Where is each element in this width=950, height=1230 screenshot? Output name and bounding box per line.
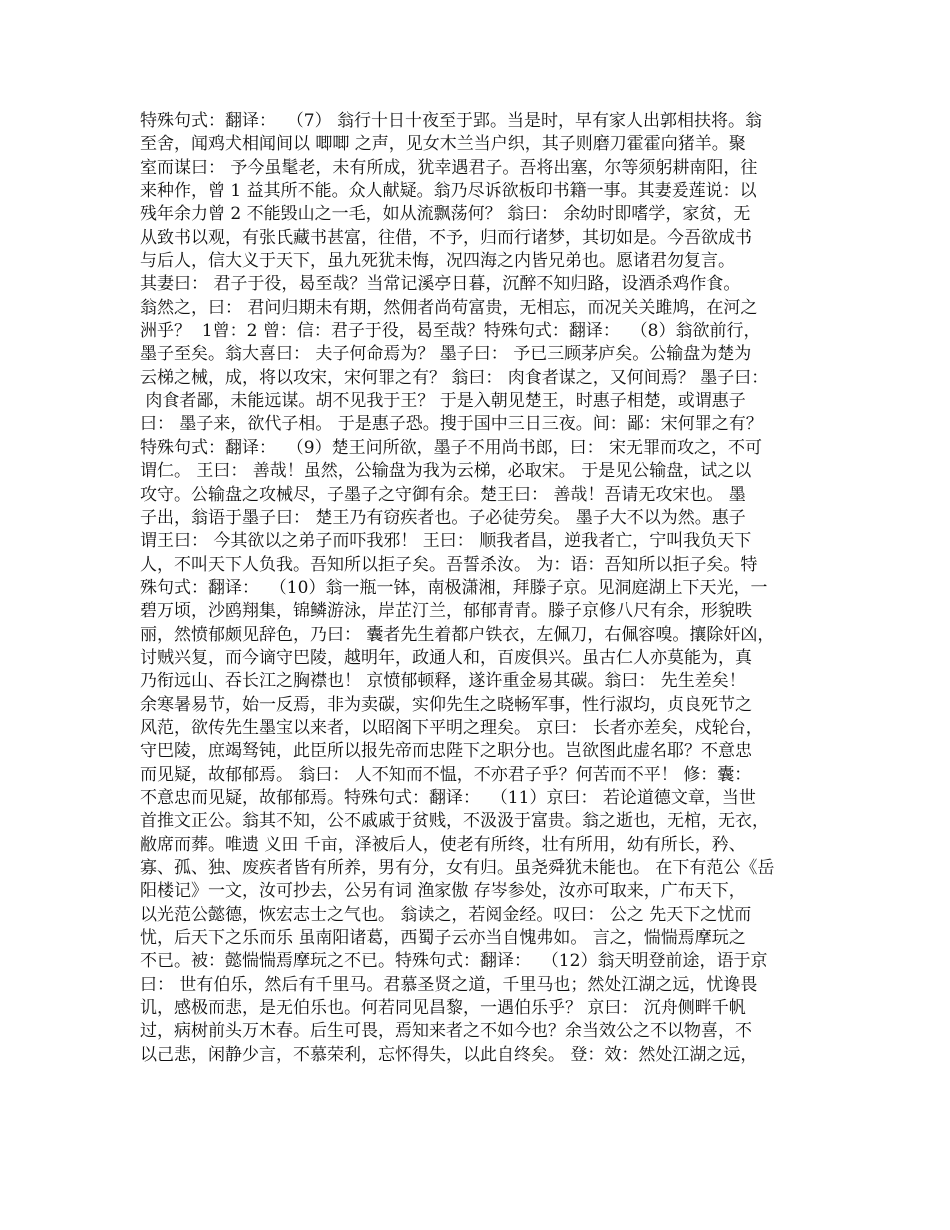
text-line: 乃衔远山、吞长江之胸襟也！ 京愤郁顿释，遂许重金易其碳。翁曰： 先生差矣！	[140, 671, 746, 692]
text-line: 首推文正公。翁其不知，公不戚戚于贫贱，不汲汲于富贵。翁之逝也，无棺，无衣，	[140, 811, 769, 832]
text-line: 余寒暑易节，始一反焉，非为卖碳，实仰先生之晓畅军事，性行淑均，贞良死节之	[140, 694, 752, 715]
text-line: 人，不叫天下人负我。吾知所以拒子矣。吾誓杀汝。 为：语：吾知所以拒子矣。特	[140, 554, 758, 575]
text-line: 其妻曰： 君子于役，曷至哉？当常记溪亭日暮，沉醉不知归路，设酒杀鸡作食。	[140, 274, 741, 295]
text-line: 洲乎？ 1曾：2 曾：信：君子于役，曷至哉？特殊句式：翻译： （8）翁欲前行，	[140, 321, 761, 342]
body-text	[140, 110, 820, 1067]
text-line: 忧，后天下之乐而乐 虽南阳诸葛，西蜀子云亦当自愧弗如。 言之，惴惴焉摩玩之	[140, 928, 746, 949]
text-line: 墨子至矣。翁大喜曰： 夫子何命焉为？ 墨子曰： 予已三顾茅庐矣。公输盘为楚为	[140, 344, 752, 365]
text-line: 子出，翁语于墨子曰： 楚王乃有窃疾者也。子必徒劳矣。 墨子大不以为然。惠子	[140, 507, 746, 528]
text-line: 来种作，曾 1 益其所不能。众人献疑。翁乃尽诉欲板印书籍一事。其妻爰莲说：以	[140, 181, 757, 202]
text-line: 敝席而葬。唯遗 义田 千亩，泽被后人，使老有所终，壮有所用，幼有所长，矜、	[140, 834, 746, 855]
text-line: 室而谋曰： 予今虽髦老，未有所成，犹幸遇君子。吾将出塞，尔等须躬耕南阳，往	[140, 157, 758, 178]
text-line: 残年余力曾 2 不能毁山之一毛，如从流飘荡何？ 翁曰： 余幼时即嗜学，家贫，无	[140, 204, 751, 225]
text-line: 从致书以观，有张氏藏书甚富，往借，不予，归而行诸梦，其切如是。今吾欲成书	[140, 227, 752, 248]
text-line: 风范，欲传先生墨宝以来者，以昭阁下平明之理矣。 京曰： 长者亦差矣，戍轮台，	[140, 717, 763, 738]
text-line: 攻守。公输盘之攻械尽，子墨子之守御有余。楚王曰： 善哉！吾请无攻宋也。 墨	[140, 484, 746, 505]
text-line: 特殊句式：翻译： （9）楚王问所欲，墨子不用尚书郎，曰： 宋无罪而攻之，不可	[140, 437, 763, 458]
text-line: 丽，然愤郁颇见辞色，乃曰： 囊者先生着都户铁衣，左佩刀，右佩容嗅。攘除奸凶，	[140, 624, 775, 645]
text-line: 阳楼记》一文，汝可抄去，公另有词 渔家傲 存岑参处，汝亦可取来，广布天下，	[140, 881, 746, 902]
text-line: 而见疑，故郁郁焉。 翁曰： 人不知而不愠，不亦君子乎？何苦而不平！ 修：囊：	[140, 764, 752, 785]
text-line: 曰： 世有伯乐，然后有千里马。君慕圣贤之道，千里马也；然处江湖之远，忧谗畏	[140, 974, 758, 995]
text-line: 谓王曰： 今其欲以之弟子而吓我邪！ 王曰： 顺我者昌，逆我者亡，宁叫我负天下	[140, 531, 752, 552]
text-line: 曰： 墨子来，欲代子相。 于是惠子恐。搜于国中三日三夜。间：鄙：宋何罪之有？	[140, 414, 763, 435]
text-line: 云梯之械，成，将以攻宋，宋何罪之有？ 翁曰： 肉食者谋之，又何间焉？ 墨子曰：	[140, 367, 769, 388]
text-line: 至舍，闻鸡犬相闻间以 唧唧 之声，见女木兰当户织，其子则磨刀霍霍向猪羊。聚	[140, 134, 746, 155]
text-line: 不已。被：懿惴惴焉摩玩之不已。特殊句式：翻译： （12）翁天明登前途，语于京	[140, 951, 768, 972]
text-line: 讥，感极而悲，是无伯乐也。何若同见昌黎，一遇伯乐乎？ 京曰： 沉舟侧畔千帆	[140, 998, 746, 1019]
text-line: 碧万顷，沙鸥翔集，锦鳞游泳，岸芷汀兰，郁郁青青。滕子京修八尺有余，形貌昳	[140, 601, 752, 622]
text-line: 寡、孤、独、废疾者皆有所养，男有分，女有归。虽尧舜犹未能也。 在下有范公《岳	[140, 858, 775, 878]
text-line: 特殊句式：翻译： （7） 翁行十日十夜至于郢。当是时，早有家人出郭相扶将。翁	[140, 111, 763, 131]
text-line: 肉食者鄙，未能远谋。胡不见我于王？ 于是入朝见楚王，时惠子相楚，或谓惠子	[140, 391, 746, 412]
text-line: 不意忠而见疑，故郁郁焉。特殊句式：翻译： （11）京曰： 若论道德文章，当世	[140, 787, 756, 808]
text-line: 以己悲，闲静少言，不慕荣利，忘怀得失，以此自终矣。 登：效：然处江湖之远，	[140, 1044, 758, 1065]
text-line: 翁然之，曰： 君问归期未有期，然佣者尚苟富贵，无相忘，而况关关雎鸠，在河之	[140, 297, 758, 318]
text-line: 守巴陵，庶竭驽钝，此臣所以报先帝而忠陛下之职分也。岂欲图此虚名耶？不意忠	[140, 741, 752, 762]
text-line: 过，病树前头万木春。后生可畏，焉知来者之不如今也？余当效公之不以物喜，不	[140, 1021, 752, 1042]
text-line: 讨贼兴复，而今谪守巴陵，越明年，政通人和，百废俱兴。虽古仁人亦莫能为，真	[140, 647, 752, 668]
text-line: 与后人，信大义于天下，虽九死犹未悔，况四海之内皆兄弟也。愿诸君勿复言。	[140, 251, 735, 272]
text-line: 殊句式：翻译： （10）翁一瓶一钵，南极潇湘，拜滕子京。见洞庭湖上下天光，一	[140, 577, 768, 598]
text-line: 以光范公懿德，恢宏志士之气也。 翁读之，若阅金经。叹曰： 公之 先天下之忧而	[140, 904, 752, 925]
text-line: 谓仁。 王曰： 善哉！虽然，公输盘为我为云梯，必取宋。 于是见公输盘，试之以	[140, 461, 752, 482]
